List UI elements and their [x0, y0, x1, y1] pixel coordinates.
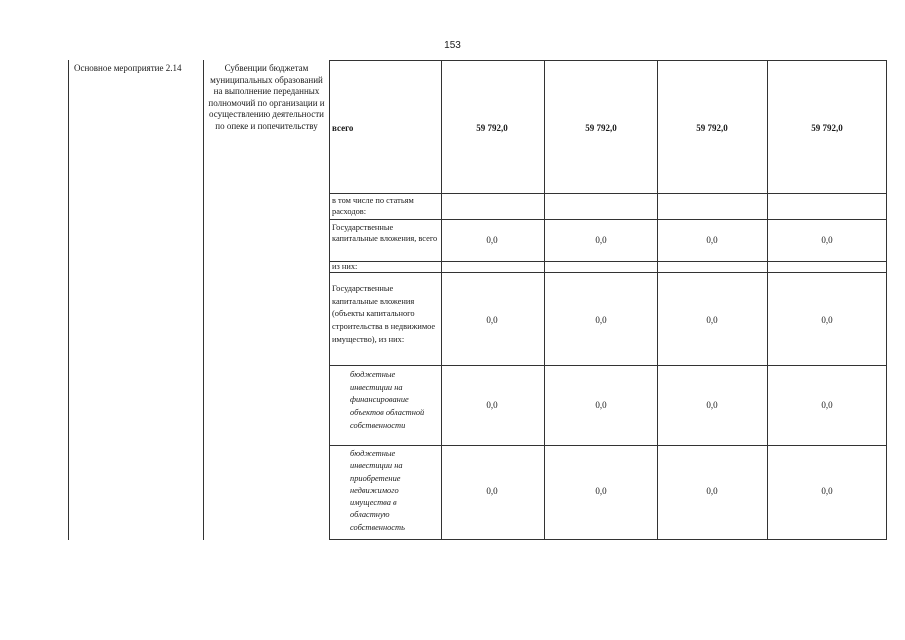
value-cell: 0,0 [486, 235, 498, 245]
table-border [886, 60, 887, 540]
value-cell: 0,0 [706, 486, 718, 496]
value-cell: 0,0 [821, 235, 833, 245]
value-cell: 0,0 [595, 486, 607, 496]
table-border [203, 60, 204, 540]
row-label: Государственные капитальные вложения, всего [332, 223, 438, 243]
value-cell: 0,0 [595, 315, 607, 325]
row-label: Государственные капитальные вложения (объекты капитального строительства в недвижимое имущество), из них: [332, 284, 436, 344]
value-cell: 59 792,0 [585, 123, 617, 133]
value-cell: 59 792,0 [476, 123, 508, 133]
value-cell: 0,0 [821, 400, 833, 410]
row-label: бюджетные инвестиции на приобретение недвижимого имущества в областную собственность [350, 449, 405, 532]
measure-name: Субвенции бюджетам муниципальных образований на выполнение переданных полномочий по организации и осуществлению деятельности по опеке и попечительству [208, 63, 325, 131]
value-cell: 0,0 [706, 235, 718, 245]
table-border [329, 445, 887, 446]
table-border [329, 272, 887, 273]
row-label: всего [332, 123, 354, 133]
row-label: бюджетные инвестиции на финансирование объектов областной собственности [350, 370, 425, 430]
value-cell: 0,0 [821, 315, 833, 325]
value-cell: 0,0 [595, 400, 607, 410]
value-cell: 0,0 [706, 400, 718, 410]
row-label: в том числе по статьям расходов: [332, 196, 414, 216]
row-label: из них: [332, 262, 358, 271]
table-border [68, 60, 69, 540]
value-cell: 0,0 [706, 315, 718, 325]
value-cell: 59 792,0 [811, 123, 843, 133]
value-cell: 0,0 [486, 400, 498, 410]
table-border [329, 261, 887, 262]
table-border [544, 60, 545, 540]
table-border [767, 60, 768, 540]
value-cell: 0,0 [486, 486, 498, 496]
table-border [329, 219, 887, 220]
table-border [329, 60, 330, 540]
value-cell: 59 792,0 [696, 123, 728, 133]
measure-label: Основное мероприятие 2.14 [74, 63, 182, 73]
table-border [657, 60, 658, 540]
page-number: 153 [444, 40, 461, 51]
value-cell: 0,0 [595, 235, 607, 245]
table-border [329, 193, 887, 194]
value-cell: 0,0 [821, 486, 833, 496]
table-border [329, 539, 887, 540]
table-border [329, 60, 887, 61]
table-border [329, 365, 887, 366]
value-cell: 0,0 [486, 315, 498, 325]
